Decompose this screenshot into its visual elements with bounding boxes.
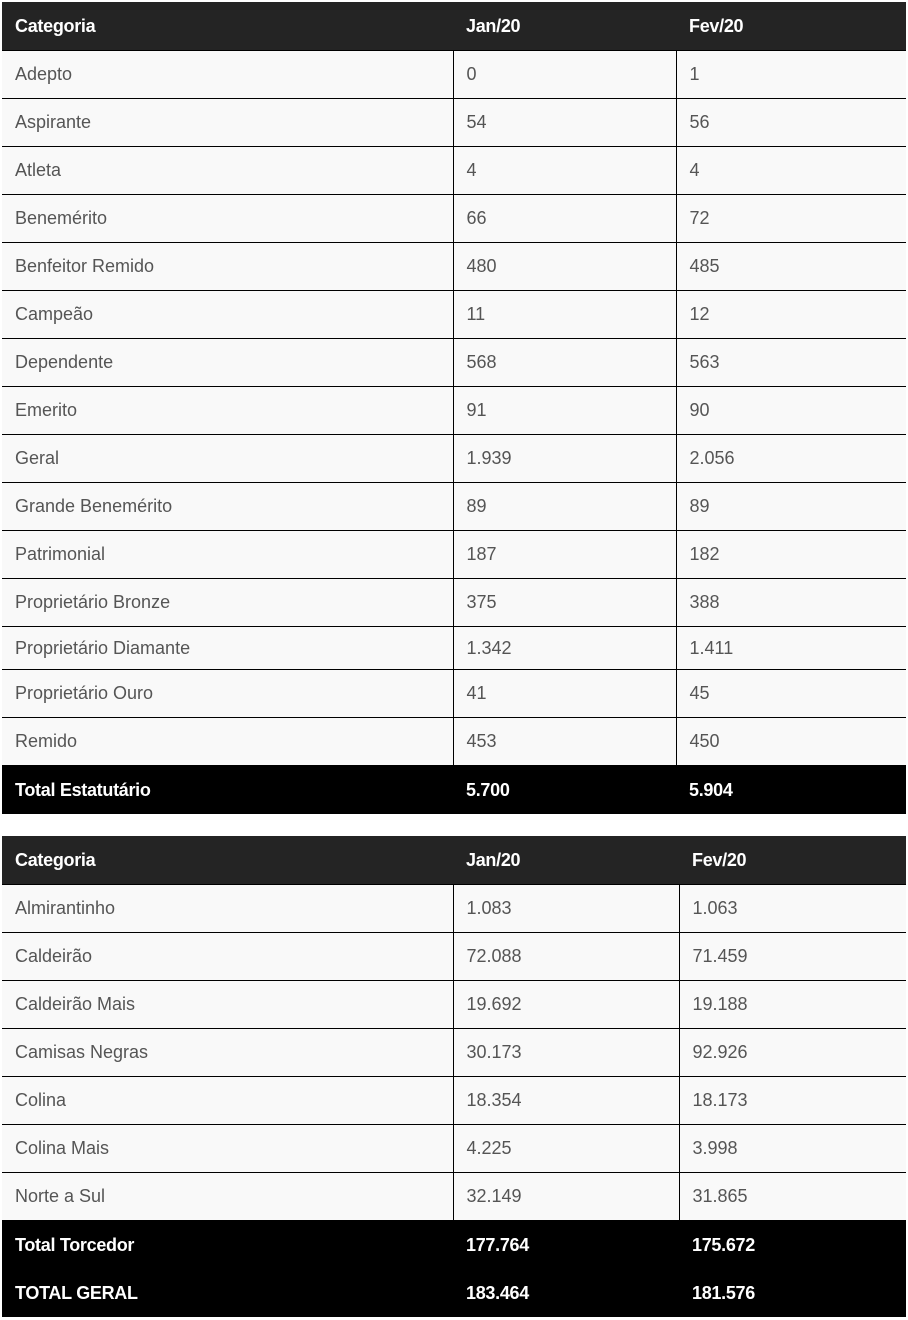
row-fev-value: 72 — [676, 195, 906, 243]
row-jan-value: 480 — [453, 243, 676, 291]
row-categoria: Caldeirão — [2, 933, 453, 981]
grand-total-jan: 183.464 — [453, 1269, 679, 1317]
row-fev-value: 1.411 — [676, 627, 906, 670]
row-jan-value: 4 — [453, 147, 676, 195]
table-row — [2, 531, 906, 579]
row-categoria: Campeão — [2, 291, 453, 339]
row-jan-value: 1.939 — [453, 435, 676, 483]
row-jan-value: 453 — [453, 718, 676, 766]
row-categoria: Atleta — [2, 147, 453, 195]
row-jan-value: 72.088 — [453, 933, 679, 981]
row-categoria: Proprietário Diamante — [2, 627, 453, 670]
row-jan-value: 0 — [453, 51, 676, 99]
column-header-categoria: Categoria — [2, 2, 453, 51]
table-row — [2, 1077, 906, 1125]
row-fev-value: 90 — [676, 387, 906, 435]
row-fev-value: 1 — [676, 51, 906, 99]
grand-total-fev: 181.576 — [679, 1269, 906, 1317]
total-label: Total Estatutário — [2, 766, 453, 815]
row-categoria: Caldeirão Mais — [2, 981, 453, 1029]
total-jan: 5.700 — [453, 766, 676, 815]
row-fev-value: 89 — [676, 483, 906, 531]
row-fev-value: 71.459 — [679, 933, 906, 981]
row-fev-value: 3.998 — [679, 1125, 906, 1173]
table-row — [2, 933, 906, 981]
column-header-jan: Jan/20 — [453, 836, 679, 885]
row-categoria: Patrimonial — [2, 531, 453, 579]
total-estatutario-row — [2, 766, 906, 815]
table-row — [2, 1173, 906, 1221]
table-row — [2, 579, 906, 627]
row-categoria: Aspirante — [2, 99, 453, 147]
row-jan-value: 89 — [453, 483, 676, 531]
table-row — [2, 1029, 906, 1077]
total-label: Total Torcedor — [2, 1221, 453, 1270]
row-categoria: Colina — [2, 1077, 453, 1125]
row-fev-value: 563 — [676, 339, 906, 387]
grand-total-label: TOTAL GERAL — [2, 1269, 453, 1317]
column-header-jan: Jan/20 — [453, 2, 676, 51]
row-categoria: Remido — [2, 718, 453, 766]
row-fev-value: 4 — [676, 147, 906, 195]
total-geral-row — [2, 1269, 906, 1317]
total-fev: 5.904 — [676, 766, 906, 815]
table-row — [2, 981, 906, 1029]
row-jan-value: 4.225 — [453, 1125, 679, 1173]
table-header-row — [2, 2, 906, 51]
total-jan: 177.764 — [453, 1221, 679, 1270]
row-categoria: Geral — [2, 435, 453, 483]
row-fev-value: 2.056 — [676, 435, 906, 483]
row-categoria: Dependente — [2, 339, 453, 387]
table-row — [2, 387, 906, 435]
torcedor-table — [2, 836, 906, 1317]
row-categoria: Adepto — [2, 51, 453, 99]
row-categoria: Benemérito — [2, 195, 453, 243]
row-jan-value: 66 — [453, 195, 676, 243]
row-jan-value: 568 — [453, 339, 676, 387]
row-categoria: Emerito — [2, 387, 453, 435]
column-header-fev: Fev/20 — [679, 836, 906, 885]
table-row — [2, 483, 906, 531]
table-row — [2, 670, 906, 718]
row-categoria: Almirantinho — [2, 885, 453, 933]
row-jan-value: 11 — [453, 291, 676, 339]
estatutario-table — [2, 2, 906, 814]
row-jan-value: 1.342 — [453, 627, 676, 670]
table-row — [2, 99, 906, 147]
row-fev-value: 18.173 — [679, 1077, 906, 1125]
row-categoria: Proprietário Ouro — [2, 670, 453, 718]
row-fev-value: 45 — [676, 670, 906, 718]
row-fev-value: 92.926 — [679, 1029, 906, 1077]
table-row — [2, 435, 906, 483]
table-row — [2, 627, 906, 670]
row-fev-value: 12 — [676, 291, 906, 339]
row-jan-value: 375 — [453, 579, 676, 627]
total-torcedor-row — [2, 1221, 906, 1270]
row-fev-value: 1.063 — [679, 885, 906, 933]
row-jan-value: 18.354 — [453, 1077, 679, 1125]
table-row — [2, 291, 906, 339]
row-jan-value: 41 — [453, 670, 676, 718]
row-fev-value: 450 — [676, 718, 906, 766]
row-fev-value: 56 — [676, 99, 906, 147]
table-row — [2, 243, 906, 291]
row-categoria: Grande Benemérito — [2, 483, 453, 531]
column-header-fev: Fev/20 — [676, 2, 906, 51]
row-fev-value: 388 — [676, 579, 906, 627]
row-jan-value: 19.692 — [453, 981, 679, 1029]
table-row — [2, 51, 906, 99]
row-jan-value: 32.149 — [453, 1173, 679, 1221]
row-jan-value: 30.173 — [453, 1029, 679, 1077]
row-categoria: Camisas Negras — [2, 1029, 453, 1077]
row-jan-value: 54 — [453, 99, 676, 147]
table-row — [2, 195, 906, 243]
row-jan-value: 187 — [453, 531, 676, 579]
row-categoria: Colina Mais — [2, 1125, 453, 1173]
row-categoria: Norte a Sul — [2, 1173, 453, 1221]
row-jan-value: 1.083 — [453, 885, 679, 933]
total-fev: 175.672 — [679, 1221, 906, 1270]
row-categoria: Proprietário Bronze — [2, 579, 453, 627]
row-jan-value: 91 — [453, 387, 676, 435]
table-row — [2, 1125, 906, 1173]
table-row — [2, 339, 906, 387]
column-header-categoria: Categoria — [2, 836, 453, 885]
row-fev-value: 485 — [676, 243, 906, 291]
row-fev-value: 182 — [676, 531, 906, 579]
table-row — [2, 718, 906, 766]
row-fev-value: 19.188 — [679, 981, 906, 1029]
table-header-row — [2, 836, 906, 885]
row-fev-value: 31.865 — [679, 1173, 906, 1221]
row-categoria: Benfeitor Remido — [2, 243, 453, 291]
table-row — [2, 885, 906, 933]
table-row — [2, 147, 906, 195]
